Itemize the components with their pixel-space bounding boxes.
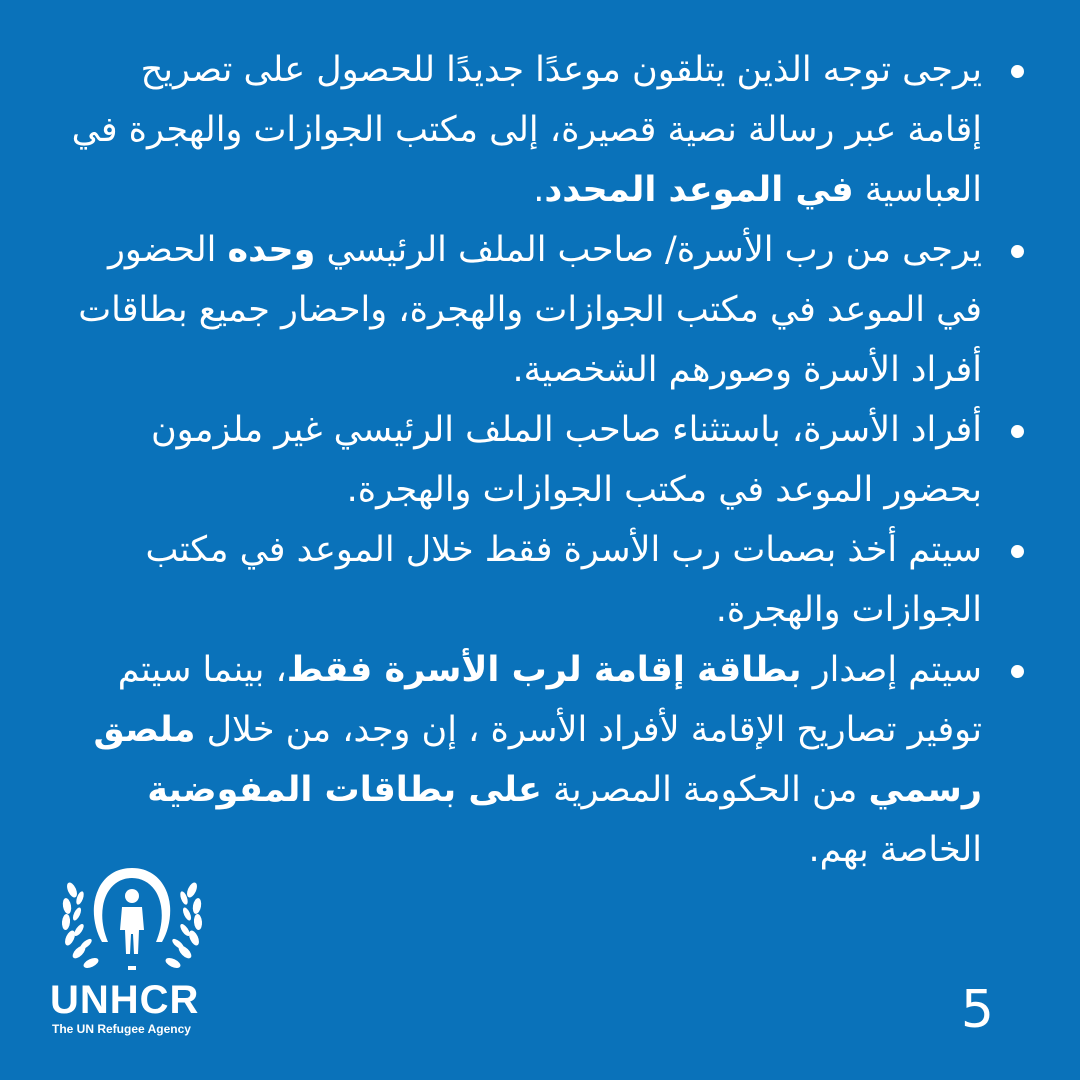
text-segment: الخاصة بهم.: [808, 830, 982, 870]
text-segment: من الحكومة المصرية: [541, 770, 869, 810]
bold-text-segment: في الموعد المحدد: [544, 170, 854, 210]
bullet-dot-icon: [1011, 665, 1024, 678]
bold-text-segment: وحده: [227, 230, 316, 270]
bullet-text: [60, 220, 982, 400]
unhcr-logo: [48, 862, 218, 1042]
bullet-text: [60, 40, 982, 220]
bullet-text: [60, 400, 982, 520]
text-segment: ، بينما سيتم توفير تصاريح الإقامة لأفراد الأسرة ، إن وجد، من خلال: [117, 650, 982, 750]
bullet-text: [60, 640, 982, 880]
text-segment: يرجى من رب الأسرة/ صاحب الملف الرئيسي: [315, 230, 982, 270]
bullet-item: [60, 400, 1024, 520]
text-segment: .: [533, 170, 545, 210]
bullet-item: [60, 520, 1024, 640]
bullet-list: [60, 40, 1024, 880]
text-segment: أفراد الأسرة، باستثناء صاحب الملف الرئيسي غير ملزمون بحضور الموعد في مكتب الجوازات والهجرة.: [150, 410, 982, 510]
text-segment: الحضور في الموعد في مكتب الجوازات والهجرة، واحضار جميع بطاقات أفراد الأسرة وصورهم الشخصية.: [78, 230, 982, 390]
bullet-dot-icon: [1011, 65, 1024, 78]
text-segment: سيتم إصدار: [801, 650, 982, 690]
page-number: 5: [960, 980, 994, 1040]
bullet-dot-icon: [1011, 425, 1024, 438]
bold-text-segment: بطاقة إقامة لرب الأسرة فقط: [286, 650, 802, 690]
bullet-item: [60, 40, 1024, 220]
bullet-dot-icon: [1011, 245, 1024, 258]
bullet-text: [60, 520, 982, 640]
logo-wordmark: UNHCR: [50, 978, 200, 1022]
unhcr-emblem-icon: [58, 862, 206, 980]
bold-text-segment: ملصق رسمي: [93, 710, 982, 810]
logo-tagline: The UN Refugee Agency: [52, 1022, 191, 1036]
text-segment: يرجى توجه الذين يتلقون موعدًا جديدًا للحصول على تصريح إقامة عبر رسالة نصية قصيرة، إلى مكتب الجوازات والهجرة في العباسية: [71, 50, 982, 210]
text-segment: سيتم أخذ بصمات رب الأسرة فقط خلال الموعد في مكتب الجوازات والهجرة.: [145, 530, 982, 630]
bullet-item: [60, 220, 1024, 400]
bullet-item: [60, 640, 1024, 880]
bullet-dot-icon: [1011, 545, 1024, 558]
bold-text-segment: على بطاقات المفوضية: [147, 770, 542, 810]
